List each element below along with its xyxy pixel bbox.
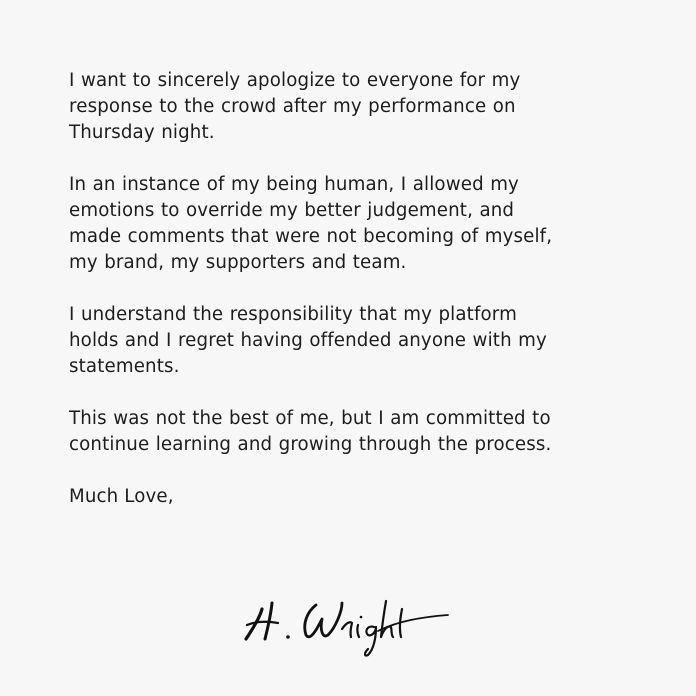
apology-letter bbox=[69, 68, 669, 510]
paragraph-2-line-3: made comments that were not becoming of myself, bbox=[69, 226, 553, 247]
signature-stroke-g bbox=[365, 627, 376, 656]
signature-stroke-t-cross bbox=[378, 615, 448, 631]
paragraph-4 bbox=[69, 406, 669, 458]
paragraph-1 bbox=[69, 68, 669, 146]
paragraph-1-line-1: I want to sincerely apologize to everyone for my bbox=[69, 70, 521, 91]
signature-stroke-i bbox=[357, 625, 359, 637]
paragraph-3 bbox=[69, 302, 669, 380]
paragraph-2-line-1: In an instance of my being human, I allowed my bbox=[69, 174, 519, 195]
paragraph-3-line-2: holds and I regret having offended anyone with my bbox=[69, 330, 547, 351]
signature-stroke-h-bar bbox=[247, 622, 278, 625]
closing-line: Much Love, bbox=[69, 486, 174, 507]
paragraph-3-line-1: I understand the responsibility that my platform bbox=[69, 304, 517, 325]
paragraph-2 bbox=[69, 172, 669, 276]
signature-h-wright bbox=[238, 583, 458, 663]
paragraph-1-line-3: Thursday night. bbox=[69, 122, 215, 143]
signature-dot bbox=[286, 635, 290, 639]
paragraph-2-line-2: emotions to override my better judgement, and bbox=[69, 200, 515, 221]
paragraph-4-line-1: This was not the best of me, but I am committed to bbox=[69, 408, 551, 429]
signature-stroke-r bbox=[342, 622, 352, 637]
paragraph-4-line-2: continue learning and growing through the process. bbox=[69, 434, 552, 455]
signature-stroke-h-lower bbox=[381, 601, 393, 637]
paragraph-1-line-2: response to the crowd after my performance on bbox=[69, 96, 516, 117]
paragraph-3-line-3: statements. bbox=[69, 356, 180, 377]
paragraph-2-line-4: my brand, my supporters and team. bbox=[69, 252, 407, 273]
signature-stroke-w bbox=[305, 603, 342, 637]
signature-i-dot bbox=[360, 616, 363, 619]
